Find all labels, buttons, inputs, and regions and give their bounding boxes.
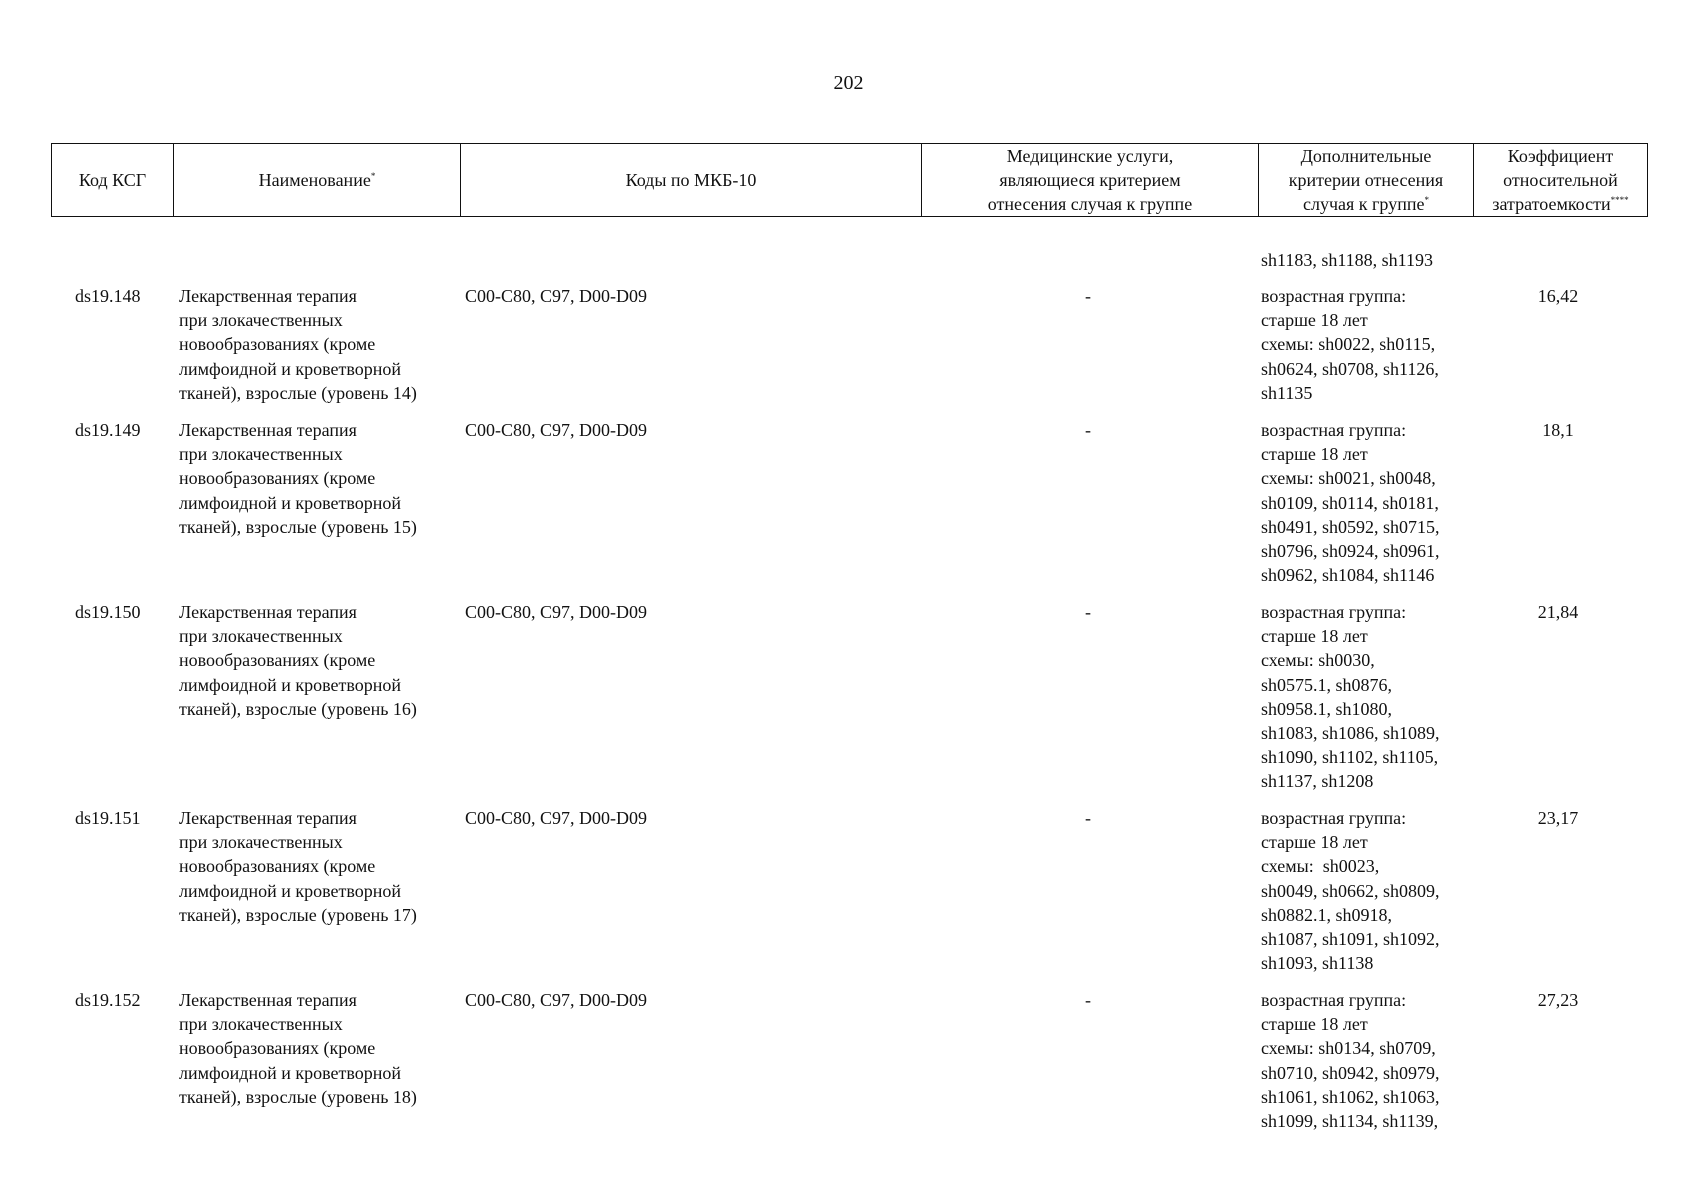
row-criteria-line: sh0109, sh0114, sh0181,: [1261, 492, 1439, 513]
row-criteria: [1261, 418, 1440, 587]
row-mkb: C00-C80, C97, D00-D09: [465, 420, 648, 440]
header-mkb: [461, 144, 922, 217]
row-criteria-line: возрастная группа:: [1261, 602, 1407, 622]
row-criteria: [1261, 600, 1440, 794]
row-name-line: новообразованиях (кроме: [179, 468, 376, 489]
row-name-line: тканей), взрослые (уровень 15): [179, 516, 417, 537]
row-name-line: тканей), взрослые (уровень 16): [179, 698, 417, 719]
row-criteria-line: sh1099, sh1134, sh1139,: [1261, 1111, 1439, 1132]
row-criteria-line: sh0624, sh0708, sh1126,: [1261, 358, 1439, 379]
row-coefficient: 16,42: [1537, 286, 1579, 306]
row-criteria-line: sh0882.1, sh0918,: [1261, 904, 1393, 925]
header-services-line: являющиеся критерием: [999, 170, 1181, 190]
row-coefficient: 23,17: [1537, 808, 1579, 828]
row-name: [179, 600, 417, 721]
row-criteria-line: sh1090, sh1102, sh1105,: [1261, 747, 1439, 768]
row-criteria-line: возрастная группа:: [1261, 808, 1407, 828]
continuation-criteria: sh1183, sh1188, sh1193: [1261, 250, 1434, 270]
row-criteria-line: sh1135: [1261, 382, 1313, 403]
header-name: [174, 144, 461, 217]
row-coefficient: 18,1: [1542, 420, 1574, 440]
header-coef: [1474, 144, 1648, 217]
header-mkb-text: Коды по МКБ-10: [625, 170, 757, 190]
row-code: ds19.149: [75, 420, 141, 440]
row-name-line: тканей), взрослые (уровень 17): [179, 904, 417, 925]
header-coef-line: затратоемкости: [1492, 194, 1611, 214]
header-services-line: отнесения случая к группе: [987, 194, 1193, 214]
row-name-line: Лекарственная терапия: [179, 990, 357, 1010]
row-coefficient: 21,84: [1537, 602, 1579, 622]
row-mkb: C00-C80, C97, D00-D09: [465, 808, 648, 828]
table-header: [51, 143, 1648, 217]
row-criteria: [1261, 806, 1440, 975]
row-criteria-line: схемы: sh0134, sh0709,: [1261, 1038, 1436, 1059]
row-name-line: новообразованиях (кроме: [179, 334, 376, 355]
row-criteria-line: sh1093, sh1138: [1261, 953, 1374, 974]
row-name-line: при злокачественных: [179, 310, 343, 331]
row-services: -: [1085, 286, 1091, 306]
row-name-line: тканей), взрослые (уровень 14): [179, 382, 417, 403]
row-criteria-line: sh0575.1, sh0876,: [1261, 674, 1393, 695]
row-services: -: [1085, 420, 1091, 440]
row-criteria-line: sh1083, sh1086, sh1089,: [1261, 723, 1440, 744]
row-name: [179, 418, 417, 539]
row-criteria-line: схемы: sh0023,: [1261, 856, 1380, 877]
row-criteria: [1261, 988, 1440, 1133]
row-name-line: лимфоидной и кроветворной: [179, 1062, 401, 1083]
row-code: ds19.151: [75, 808, 141, 828]
row-criteria-line: старше 18 лет: [1261, 1014, 1368, 1035]
header-coef-line: относительной: [1503, 170, 1618, 190]
header-code: [52, 144, 174, 217]
header-services-line: Медицинские услуги,: [1006, 146, 1174, 166]
row-criteria-line: схемы: sh0021, sh0048,: [1261, 468, 1436, 489]
row-name-line: Лекарственная терапия: [179, 808, 357, 828]
header-criteria-line: критерии отнесения: [1288, 170, 1444, 190]
row-mkb: C00-C80, C97, D00-D09: [465, 990, 648, 1010]
row-name-line: лимфоидной и кроветворной: [179, 674, 401, 695]
row-name-line: лимфоидной и кроветворной: [179, 358, 401, 379]
row-criteria-line: sh1087, sh1091, sh1092,: [1261, 929, 1440, 950]
row-name-line: Лекарственная терапия: [179, 420, 357, 440]
header-name-footnote-mark: *: [370, 171, 376, 181]
row-code: ds19.152: [75, 990, 141, 1010]
row-name-line: Лекарственная терапия: [179, 602, 357, 622]
row-services: -: [1085, 602, 1091, 622]
row-name-line: тканей), взрослые (уровень 18): [179, 1086, 417, 1107]
row-criteria-line: возрастная группа:: [1261, 286, 1407, 306]
row-name-line: Лекарственная терапия: [179, 286, 357, 306]
row-name-line: при злокачественных: [179, 626, 343, 647]
header-criteria-footnote-mark: *: [1424, 195, 1429, 205]
row-mkb: C00-C80, C97, D00-D09: [465, 602, 648, 622]
row-criteria-line: sh0491, sh0592, sh0715,: [1261, 516, 1440, 537]
row-coefficient: 27,23: [1537, 990, 1579, 1010]
row-name-line: новообразованиях (кроме: [179, 856, 376, 877]
header-criteria-line: случая к группе: [1303, 194, 1425, 214]
row-mkb: C00-C80, C97, D00-D09: [465, 286, 648, 306]
row-criteria-line: sh0796, sh0924, sh0961,: [1261, 541, 1440, 562]
header-code-text: Код КСГ: [78, 170, 147, 190]
header-coef-footnote-mark: ****: [1610, 195, 1629, 205]
row-code: ds19.148: [75, 286, 141, 306]
header-criteria: [1259, 144, 1474, 217]
row-name-line: лимфоидной и кроветворной: [179, 880, 401, 901]
row-criteria-line: возрастная группа:: [1261, 990, 1407, 1010]
row-name-line: при злокачественных: [179, 444, 343, 465]
row-name: [179, 284, 417, 405]
row-criteria-line: схемы: sh0022, sh0115,: [1261, 334, 1436, 355]
row-criteria-line: sh1061, sh1062, sh1063,: [1261, 1086, 1440, 1107]
row-criteria-line: sh0710, sh0942, sh0979,: [1261, 1062, 1440, 1083]
row-name-line: лимфоидной и кроветворной: [179, 492, 401, 513]
row-criteria-line: старше 18 лет: [1261, 832, 1368, 853]
row-name-line: при злокачественных: [179, 1014, 343, 1035]
row-services: -: [1085, 990, 1091, 1010]
row-name-line: новообразованиях (кроме: [179, 650, 376, 671]
row-criteria-line: sh1137, sh1208: [1261, 771, 1374, 792]
row-name: [179, 988, 417, 1109]
row-criteria-line: sh0962, sh1084, sh1146: [1261, 565, 1435, 586]
page-number: 202: [833, 72, 864, 94]
row-criteria-line: sh0958.1, sh1080,: [1261, 698, 1393, 719]
row-code: ds19.150: [75, 602, 141, 622]
row-criteria-line: возрастная группа:: [1261, 420, 1407, 440]
row-criteria-line: старше 18 лет: [1261, 626, 1368, 647]
row-criteria-line: старше 18 лет: [1261, 444, 1368, 465]
row-criteria-line: sh0049, sh0662, sh0809,: [1261, 880, 1440, 901]
row-criteria-line: старше 18 лет: [1261, 310, 1368, 331]
row-criteria-line: схемы: sh0030,: [1261, 650, 1375, 671]
header-criteria-line: Дополнительные: [1300, 146, 1432, 166]
header-name-text: Наименование: [258, 170, 371, 190]
row-name-line: новообразованиях (кроме: [179, 1038, 376, 1059]
row-name-line: при злокачественных: [179, 832, 343, 853]
row-criteria: [1261, 284, 1439, 405]
header-coef-line: Коэффициент: [1507, 146, 1614, 166]
row-services: -: [1085, 808, 1091, 828]
header-services: [922, 144, 1259, 217]
row-name: [179, 806, 417, 927]
